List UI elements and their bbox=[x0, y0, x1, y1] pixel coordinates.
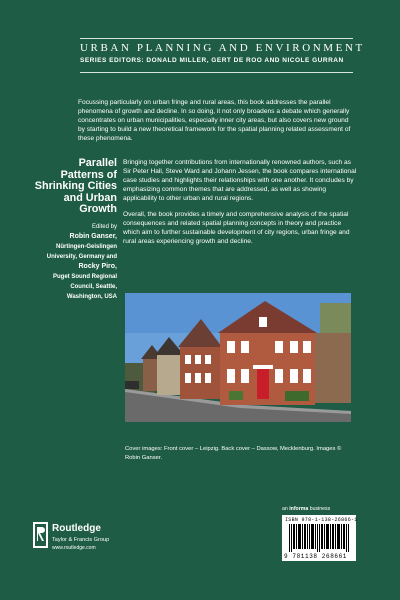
top-rule bbox=[80, 38, 353, 39]
series-bottom-rule bbox=[80, 72, 353, 73]
body-paragraph-2: Overall, the book provides a timely and comprehensive analysis of the spatial consequences and related spatial planning concepts in theory and practice which aim to further sustainable development of city regions, urban fringe and rural areas experiencing growth and decline. bbox=[123, 211, 350, 245]
editor2-affiliation: Puget Sound Regional Council, Seattle, Washington, USA bbox=[53, 274, 117, 300]
intro-paragraph: Focussing particularly on urban fringe and rural areas, this book addresses the parallel phenomena of growth and decline. In so doing, it not only broadens a debate which generally concentrates on urban municipalities, especially inner city areas, but also covers new ground by starting to build a new theoretical framework for the spatial planning related assessment of these phenomena. bbox=[78, 99, 351, 142]
cover-caption: Cover images: Front cover – Leipzig. Back cover – Dassow, Mecklenburg. Images © Robin Ganser. bbox=[125, 446, 342, 461]
informa-line bbox=[282, 506, 330, 512]
barcode-bars-icon bbox=[289, 524, 351, 552]
editors-block bbox=[33, 222, 117, 302]
publisher-name: Routledge bbox=[52, 523, 101, 534]
edited-by-label: Edited by bbox=[91, 224, 117, 230]
book-title: Parallel Patterns of Shrinking Cities and Urban Growth bbox=[34, 157, 117, 216]
publisher-group: Taylor & Francis Group bbox=[52, 537, 110, 543]
isbn-text: ISBN 978-1-138-26866-1 bbox=[285, 517, 358, 523]
editor2-name: Rocky Piro, bbox=[78, 263, 117, 270]
informa-suffix: business bbox=[308, 506, 331, 512]
series-title: URBAN PLANNING AND ENVIRONMENT bbox=[80, 42, 365, 54]
editor1-affiliation: Nürtingen-Geislingen University, Germany and bbox=[46, 244, 117, 260]
body-text bbox=[123, 158, 358, 253]
routledge-logo-icon bbox=[33, 522, 48, 548]
barcode-box bbox=[282, 515, 356, 561]
barcode-digits: 9 781138 268661 bbox=[284, 553, 348, 560]
publisher-url: www.routledge.com bbox=[52, 545, 96, 551]
informa-prefix: an bbox=[282, 506, 290, 512]
editor1-name: Robin Ganser, bbox=[69, 233, 117, 240]
series-editors: SERIES EDITORS: DONALD MILLER, GERT DE ROO AND NICOLE GURRAN bbox=[80, 57, 344, 64]
informa-brand: informa bbox=[289, 506, 309, 512]
body-paragraph-1: Bringing together contributions from internationally renowned authors, such as Sir Peter Hall, Steve Ward and Johann Jessen, the book compares international case studies and highlights their relationships with one another. It concludes by emphasizing common themes that are addressed, as well as showing applicability to other urban and rural regions. bbox=[123, 159, 357, 202]
street-houses-illustration bbox=[125, 293, 351, 422]
cover-photo bbox=[125, 293, 351, 422]
